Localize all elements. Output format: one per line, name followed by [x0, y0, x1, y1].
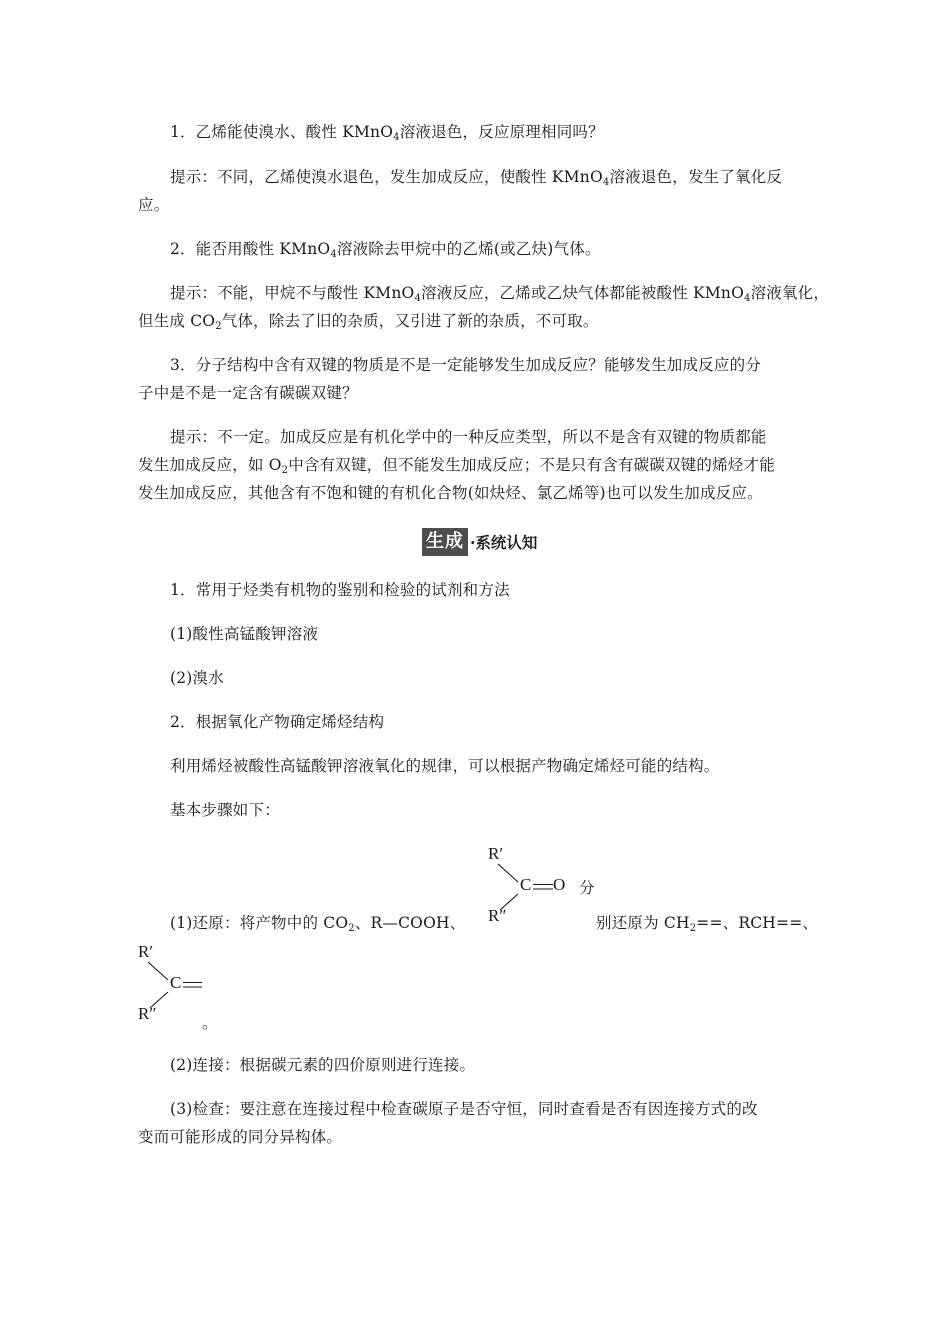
answer-2-mid: 溶液反应，乙烯或乙炔气体都能被酸性 KMnO: [421, 284, 744, 302]
carbon-label: C: [170, 973, 182, 992]
carbon-label: C: [520, 875, 532, 894]
question-2: [138, 234, 818, 264]
answer-2-line-2-tail: 气体，除去了旧的杂质，又引进了新的杂质，不可取。: [221, 312, 599, 330]
answer-3-line-2-text: 发生加成反应，如 O: [138, 456, 282, 474]
r-double-prime-label: R″: [488, 906, 507, 925]
answer-3-line-1: 提示：不一定。加成反应是有机化学中的一种反应类型，所以不是含有双键的物质都能: [170, 428, 767, 446]
answer-3-line-3: 发生加成反应，其他含有不饱和键的有机化合物(如炔烃、氯乙烯等)也可以发生加成反应。: [138, 484, 763, 502]
answer-2-line-1: [138, 278, 830, 308]
question-2-text: 2．能否用酸性 KMnO: [170, 240, 331, 258]
question-2-tail: 溶液除去甲烷中的乙烯(或乙炔)气体。: [336, 240, 601, 258]
answer-2-tail: 溶液氧化，: [750, 284, 830, 302]
body-line-5: 利用烯烃被酸性高锰酸钾溶液氧化的规律，可以根据产物确定烯烃可能的结构。: [170, 757, 720, 775]
subscript: 4: [602, 177, 610, 188]
step-1-text: (1)还原：将产物中的 CO: [170, 914, 349, 932]
section-heading-box: 生成: [422, 528, 468, 556]
answer-3-line-2-tail: 中含有双键，但不能发生加成反应；不是只有含有碳碳双键的烯烃才能: [288, 456, 775, 474]
body-line-6: 基本步骤如下：: [170, 801, 280, 819]
step-1-line-1-end: [596, 908, 826, 938]
subscript: 4: [393, 132, 400, 143]
answer-3-line-2: [138, 450, 818, 480]
question-3-line-1: 3．分子结构中含有双键的物质是不是一定能够发生加成反应？能够发生加成反应的分: [170, 356, 761, 374]
question-1-tail: 溶液退色，反应原理相同吗？: [399, 123, 604, 141]
step-3-line-2: 变而可能形成的同分异构体。: [138, 1128, 343, 1146]
r-prime-label: R′: [488, 844, 504, 863]
question-3-line-2: 子中是不是一定含有碳碳双键？: [138, 384, 358, 402]
subscript: 4: [744, 293, 751, 304]
body-line-3: (2)溴水: [170, 669, 224, 687]
answer-1-text: 提示：不同，乙烯使溴水退色，发生加成反应，使酸性 KMnO: [170, 168, 603, 186]
answer-1-line-2: 应。: [138, 196, 170, 214]
answer-1-tail: 溶液退色，发生了氧化反: [609, 168, 783, 186]
subscript: 2: [689, 923, 697, 934]
step-1-end-period: 。: [202, 1014, 218, 1032]
answer-2-text: 提示：不能，甲烷不与酸性 KMnO: [170, 284, 415, 302]
subscript: 2: [215, 321, 222, 332]
section-heading: [422, 527, 537, 557]
oxygen-label: O: [553, 875, 566, 894]
r-double-prime-label: R″: [138, 1004, 157, 1023]
step-1-fen: 分: [579, 879, 595, 897]
step-2: (2)连接：根据碳元素的四价原则进行连接。: [170, 1056, 476, 1074]
body-line-2: (1)酸性高锰酸钾溶液: [170, 625, 319, 643]
subscript: 2: [348, 923, 355, 934]
step-1-reduce: 别还原为 CH: [596, 914, 690, 932]
answer-1-line-1: [138, 162, 818, 192]
body-line-1: 1．常用于烃类有机物的鉴别和检验的试剂和方法: [170, 581, 510, 599]
question-1: [138, 117, 818, 147]
r-prime-label: R′: [138, 942, 154, 961]
step-1-acid: 、R—COOH、: [354, 914, 466, 932]
body-line-4: 2．根据氧化产物确定烯烃结构: [170, 713, 385, 731]
step-3-line-1: (3)检查：要注意在连接过程中检查碳原子是否守恒，同时查看是否有因连接方式的改: [170, 1100, 758, 1118]
answer-2-line-2: [138, 306, 818, 336]
answer-2-line-2-text: 但生成 CO: [138, 312, 216, 330]
subscript: 2: [281, 465, 289, 476]
question-1-text: 1．乙烯能使溴水、酸性 KMnO: [170, 123, 394, 141]
subscript: 4: [414, 293, 422, 304]
subscript: 4: [330, 249, 337, 260]
step-1-rch: ==、RCH==、: [696, 914, 819, 932]
section-heading-text: ·系统认知: [470, 533, 538, 552]
